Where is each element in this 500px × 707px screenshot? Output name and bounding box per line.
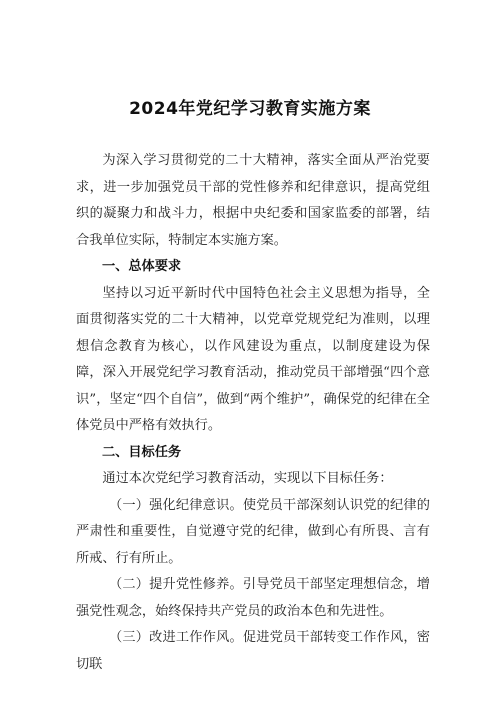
section-heading-goals: 二、目标任务 [102, 444, 182, 460]
section-heading-general-requirements: 一、总体要求 [102, 259, 182, 274]
goals-intro-paragraph: 通过本次党纪学习教育活动，实现以下目标任务： [102, 471, 393, 486]
document-title: 2024年党纪学习教育实施方案 [129, 99, 371, 119]
goal-item-discipline: （一）强化纪律意识。使党员干部深刻认识党的纪律的严肃性和重要性，自觉遵守党的纪律，做到心有所畏、言有所戒、行有所止。 [76, 497, 430, 566]
intro-paragraph: 为深入学习贯彻党的二十大精神，落实全面从严治党要求，进一步加强党员干部的党性修养和纪律意识，提高党组织的凝聚力和战斗力，根据中央纪委和国家监委的部署，结合我单位实际，特制定本实施方案。 [76, 153, 430, 248]
general-requirements-paragraph: 坚持以习近平新时代中国特色社会主义思想为指导，全面贯彻落实党的二十大精神，以党章党规党纪为准则，以理想信念教育为核心，以作风建设为重点，以制度建设为保障，深入开展党纪学习教育活动，推动党员干部增强“四个意识”，坚定“四个自信”，做到“两个维护”，确保党的纪律在全体党员中严格有效执行。 [76, 285, 430, 433]
goal-item-work-style: （三）改进工作作风。促进党员干部转变工作作风，密切联 [76, 630, 430, 672]
goal-item-party-spirit: （二）提升党性修养。引导党员干部坚定理想信念，增强党性观念，始终保持共产党员的政治本色和先进性。 [76, 577, 430, 619]
document-body [76, 148, 430, 678]
